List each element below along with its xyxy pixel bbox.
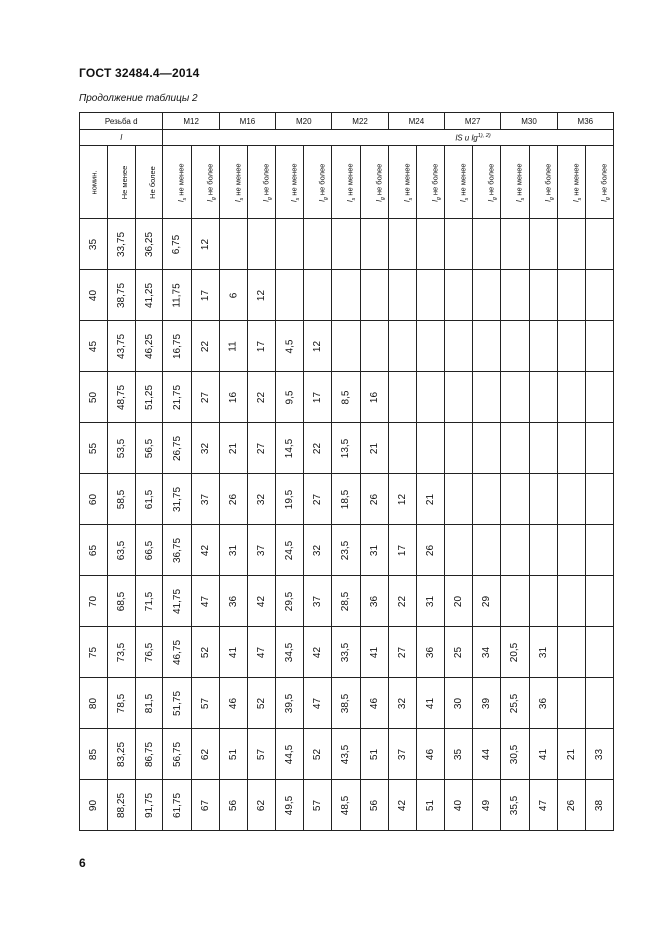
value-cell [557,372,585,423]
value-cell [501,423,529,474]
value-cell: 36 [360,576,388,627]
value-cell: 27 [191,372,219,423]
value-cell: 39 [473,678,501,729]
value-cell: 67 [191,780,219,831]
lg-subheader: $l_g$ не более [247,146,275,219]
value-cell [501,219,529,270]
value-cell: 32 [304,525,332,576]
table-row [80,678,614,729]
dimensions-table [79,112,614,831]
min-header: Не менее [108,146,136,219]
value-cell [557,219,585,270]
value-cell: 21 [360,423,388,474]
value-cell: 27 [247,423,275,474]
value-cell: 22 [388,576,416,627]
length-nominal-cell: 80 [80,678,108,729]
value-cell [473,423,501,474]
value-cell: 52 [304,729,332,780]
length-max-cell: 66,5 [136,525,163,576]
lg-subheader: $l_g$ не более [585,146,613,219]
table-caption: Продолжение таблицы 2 [79,93,198,104]
value-cell: 23,5 [332,525,360,576]
ls-subheader: $l_s$ не менее [445,146,473,219]
ls-lg-footnote: 1), 2) [477,132,491,139]
value-cell [332,270,360,321]
value-cell [304,270,332,321]
value-cell: 32 [247,474,275,525]
value-cell [529,219,557,270]
value-cell: 17 [247,321,275,372]
value-cell [445,372,473,423]
value-cell [585,576,613,627]
value-cell: 27 [304,474,332,525]
value-cell: 61,75 [163,780,191,831]
length-max-cell: 91,75 [136,780,163,831]
value-cell [585,423,613,474]
lg-subheader: $l_g$ не более [416,146,444,219]
value-cell [585,474,613,525]
value-cell [529,576,557,627]
value-cell [557,525,585,576]
value-cell: 31 [416,576,444,627]
thread-header: M36 [557,113,613,130]
value-cell [416,270,444,321]
value-cell: 49,5 [276,780,304,831]
value-cell [501,576,529,627]
value-cell: 21 [219,423,247,474]
table-row [80,576,614,627]
table-row [80,729,614,780]
value-cell: 17 [304,372,332,423]
value-cell: 51 [416,780,444,831]
table-row [80,321,614,372]
value-cell [557,678,585,729]
length-max-cell: 51,25 [136,372,163,423]
ls-lg-text: lS и lg [455,133,478,143]
value-cell: 12 [304,321,332,372]
length-nominal-cell: 35 [80,219,108,270]
value-cell: 44 [473,729,501,780]
value-cell: 51 [219,729,247,780]
value-cell: 12 [247,270,275,321]
value-cell: 46,75 [163,627,191,678]
value-cell: 6,75 [163,219,191,270]
length-nominal-cell: 40 [80,270,108,321]
value-cell: 52 [191,627,219,678]
value-cell: 22 [304,423,332,474]
value-cell [585,270,613,321]
table-row [80,372,614,423]
value-cell [332,321,360,372]
length-nominal-cell: 55 [80,423,108,474]
value-cell [416,372,444,423]
value-cell [529,321,557,372]
value-cell [276,219,304,270]
value-cell: 16,75 [163,321,191,372]
value-cell: 22 [247,372,275,423]
length-max-cell: 41,25 [136,270,163,321]
length-nominal-cell: 50 [80,372,108,423]
thread-header: M12 [163,113,219,130]
length-nominal-cell: 90 [80,780,108,831]
value-cell [557,270,585,321]
thread-header: M16 [219,113,275,130]
value-cell: 37 [388,729,416,780]
value-cell: 4,5 [276,321,304,372]
value-cell: 30,5 [501,729,529,780]
length-max-cell: 46,25 [136,321,163,372]
length-min-cell: 53,5 [108,423,136,474]
ls-subheader: $l_s$ не менее [501,146,529,219]
sub-header-row [80,146,614,219]
length-min-cell: 58,5 [108,474,136,525]
length-nominal-cell: 60 [80,474,108,525]
value-cell [445,423,473,474]
value-cell [501,321,529,372]
value-cell [557,474,585,525]
value-cell [585,678,613,729]
value-cell: 30 [445,678,473,729]
value-cell: 62 [191,729,219,780]
value-cell: 57 [247,729,275,780]
value-cell: 31 [360,525,388,576]
value-cell [473,372,501,423]
value-cell: 38 [585,780,613,831]
value-cell [529,270,557,321]
value-cell: 29 [473,576,501,627]
value-cell [501,270,529,321]
value-cell: 38,5 [332,678,360,729]
length-min-cell: 63,5 [108,525,136,576]
length-max-cell: 61,5 [136,474,163,525]
value-cell [304,219,332,270]
ls-subheader: $l_s$ не менее [388,146,416,219]
table-row [80,423,614,474]
value-cell: 18,5 [332,474,360,525]
value-cell: 42 [191,525,219,576]
value-cell: 42 [247,576,275,627]
value-cell: 42 [304,627,332,678]
value-cell: 24,5 [276,525,304,576]
nominal-header: номин. [80,146,108,219]
value-cell [585,627,613,678]
value-cell [585,219,613,270]
value-cell [445,474,473,525]
thread-header: M20 [276,113,332,130]
value-cell: 26,75 [163,423,191,474]
length-nominal-cell: 85 [80,729,108,780]
value-cell: 36,75 [163,525,191,576]
value-cell: 41 [416,678,444,729]
table-row [80,627,614,678]
value-cell [445,270,473,321]
value-cell: 26 [557,780,585,831]
value-cell [473,474,501,525]
value-cell: 43,5 [332,729,360,780]
value-cell: 17 [388,525,416,576]
value-cell: 37 [247,525,275,576]
length-max-cell: 56,5 [136,423,163,474]
value-cell [360,270,388,321]
value-cell: 41,75 [163,576,191,627]
value-cell: 40 [445,780,473,831]
value-cell: 19,5 [276,474,304,525]
value-cell [585,525,613,576]
value-cell: 31,75 [163,474,191,525]
value-cell: 47 [304,678,332,729]
value-cell [332,219,360,270]
value-cell: 34,5 [276,627,304,678]
ls-subheader: $l_s$ не менее [219,146,247,219]
thread-header: M27 [445,113,501,130]
value-cell: 34 [473,627,501,678]
value-cell [445,525,473,576]
table-row [80,219,614,270]
value-cell: 47 [529,780,557,831]
value-cell: 46 [416,729,444,780]
value-cell [473,270,501,321]
value-cell [388,372,416,423]
value-cell [557,423,585,474]
thread-label: Резьба d [80,113,163,130]
length-max-cell: 76,5 [136,627,163,678]
value-cell: 41 [529,729,557,780]
value-cell: 6 [219,270,247,321]
value-cell [473,321,501,372]
length-max-cell: 86,75 [136,729,163,780]
thread-header: M24 [388,113,444,130]
value-cell: 27 [388,627,416,678]
lg-subheader: $l_g$ не более [473,146,501,219]
value-cell [501,474,529,525]
length-min-cell: 43,75 [108,321,136,372]
lg-subheader: $l_g$ не более [191,146,219,219]
length-min-cell: 68,5 [108,576,136,627]
value-cell [416,423,444,474]
value-cell [388,219,416,270]
value-cell: 42 [388,780,416,831]
table-row [80,525,614,576]
value-cell: 41 [219,627,247,678]
length-header-row [80,130,614,146]
value-cell: 49 [473,780,501,831]
value-cell [388,423,416,474]
value-cell: 11 [219,321,247,372]
ls-subheader: $l_s$ не менее [332,146,360,219]
value-cell: 32 [191,423,219,474]
length-max-cell: 36,25 [136,219,163,270]
ls-subheader: $l_s$ не менее [276,146,304,219]
value-cell: 39,5 [276,678,304,729]
value-cell: 41 [360,627,388,678]
value-cell: 17 [191,270,219,321]
value-cell: 33,5 [332,627,360,678]
value-cell: 56,75 [163,729,191,780]
value-cell: 47 [247,627,275,678]
value-cell: 21 [416,474,444,525]
value-cell [473,219,501,270]
value-cell: 37 [304,576,332,627]
value-cell [529,474,557,525]
value-cell: 57 [304,780,332,831]
max-header: Не более [136,146,163,219]
ls-lg-label [163,130,614,146]
length-max-cell: 81,5 [136,678,163,729]
length-nominal-cell: 70 [80,576,108,627]
value-cell [360,321,388,372]
value-cell: 35,5 [501,780,529,831]
value-cell [557,627,585,678]
value-cell: 14,5 [276,423,304,474]
value-cell: 47 [191,576,219,627]
value-cell: 26 [360,474,388,525]
value-cell: 48,5 [332,780,360,831]
value-cell: 31 [529,627,557,678]
value-cell: 26 [416,525,444,576]
length-nominal-cell: 45 [80,321,108,372]
value-cell [529,372,557,423]
value-cell [416,321,444,372]
value-cell: 46 [219,678,247,729]
value-cell: 44,5 [276,729,304,780]
value-cell: 16 [360,372,388,423]
value-cell: 11,75 [163,270,191,321]
table-row [80,474,614,525]
lg-subheader: $l_g$ не более [360,146,388,219]
value-cell: 25 [445,627,473,678]
value-cell [557,576,585,627]
value-cell: 12 [388,474,416,525]
value-cell: 20 [445,576,473,627]
value-cell: 57 [191,678,219,729]
value-cell: 37 [191,474,219,525]
value-cell: 52 [247,678,275,729]
value-cell [219,219,247,270]
value-cell: 56 [219,780,247,831]
value-cell: 36 [219,576,247,627]
value-cell: 21,75 [163,372,191,423]
thread-header: M30 [501,113,557,130]
value-cell [388,270,416,321]
table-row [80,270,614,321]
value-cell [585,372,613,423]
length-min-cell: 33,75 [108,219,136,270]
value-cell: 13,5 [332,423,360,474]
value-cell: 62 [247,780,275,831]
value-cell [388,321,416,372]
length-nominal-cell: 75 [80,627,108,678]
value-cell: 31 [219,525,247,576]
value-cell [360,219,388,270]
value-cell: 9,5 [276,372,304,423]
page-number: 6 [79,856,86,870]
value-cell: 33 [585,729,613,780]
value-cell: 32 [388,678,416,729]
value-cell [445,321,473,372]
value-cell [501,525,529,576]
thread-header-row [80,113,614,130]
document-title: ГОСТ 32484.4—2014 [79,66,200,80]
length-min-cell: 88,25 [108,780,136,831]
value-cell: 56 [360,780,388,831]
value-cell: 20,5 [501,627,529,678]
value-cell: 8,5 [332,372,360,423]
lg-subheader: $l_g$ не более [304,146,332,219]
value-cell [557,321,585,372]
length-label: l [80,130,163,146]
value-cell: 29,5 [276,576,304,627]
value-cell [276,270,304,321]
value-cell [585,321,613,372]
value-cell: 12 [191,219,219,270]
value-cell [473,525,501,576]
value-cell: 36 [529,678,557,729]
length-min-cell: 83,25 [108,729,136,780]
value-cell [445,219,473,270]
value-cell [416,219,444,270]
length-nominal-cell: 65 [80,525,108,576]
length-max-cell: 71,5 [136,576,163,627]
value-cell [247,219,275,270]
lg-subheader: $l_g$ не более [529,146,557,219]
ls-subheader: $l_s$ не менее [163,146,191,219]
value-cell: 51,75 [163,678,191,729]
value-cell: 21 [557,729,585,780]
value-cell: 28,5 [332,576,360,627]
value-cell: 35 [445,729,473,780]
ls-subheader: $l_s$ не менее [557,146,585,219]
length-min-cell: 38,75 [108,270,136,321]
value-cell [529,423,557,474]
value-cell [529,525,557,576]
value-cell: 25,5 [501,678,529,729]
thread-header: M22 [332,113,388,130]
value-cell: 16 [219,372,247,423]
length-min-cell: 78,5 [108,678,136,729]
length-min-cell: 73,5 [108,627,136,678]
value-cell [501,372,529,423]
length-min-cell: 48,75 [108,372,136,423]
value-cell: 51 [360,729,388,780]
value-cell: 46 [360,678,388,729]
value-cell: 22 [191,321,219,372]
value-cell: 36 [416,627,444,678]
value-cell: 26 [219,474,247,525]
table-row [80,780,614,831]
